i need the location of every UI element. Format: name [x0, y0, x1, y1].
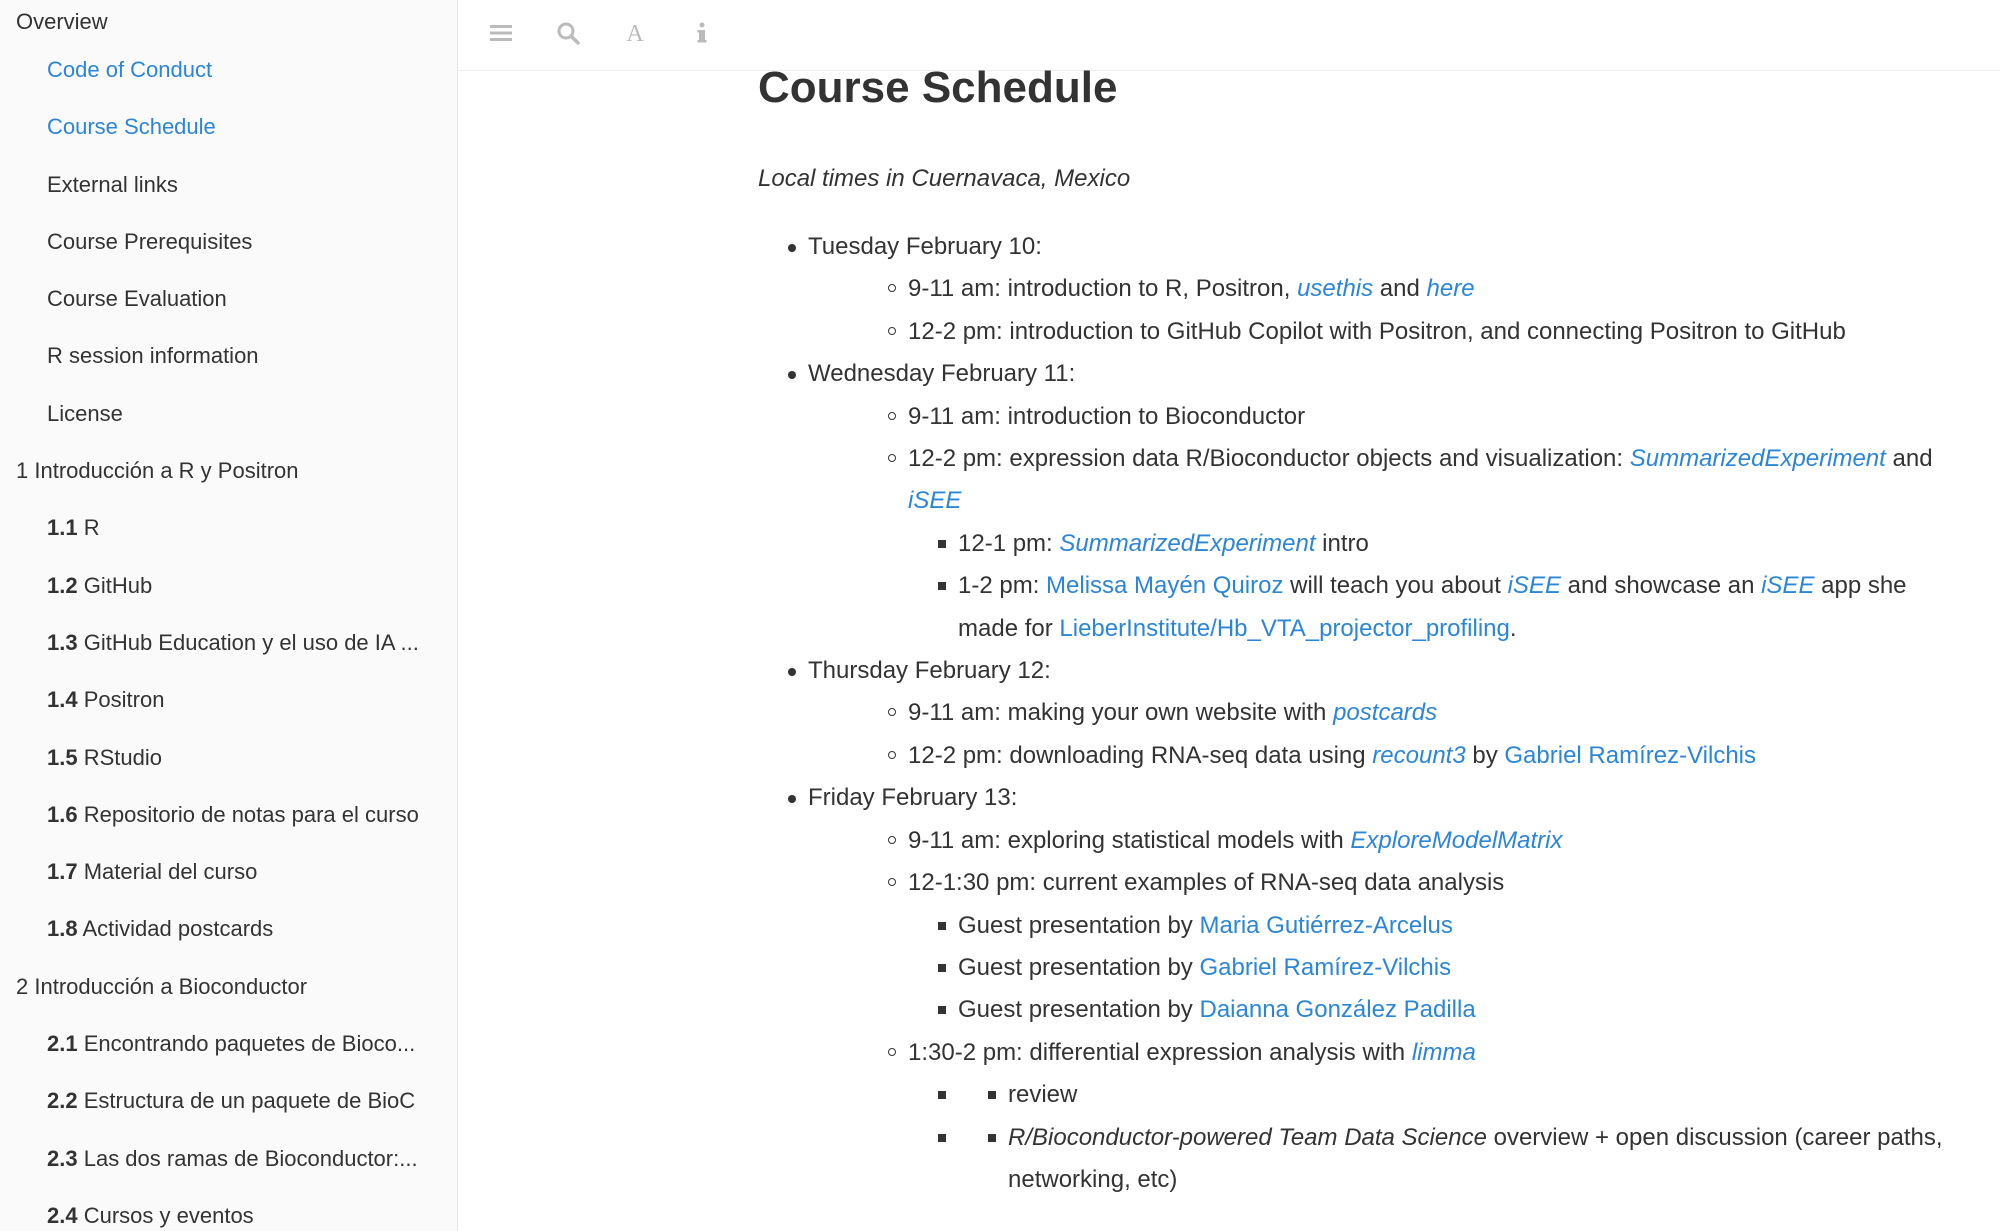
session-text: 9-11 am: introduction to R, Positron,: [908, 275, 1298, 303]
sidebar-item[interactable]: [0, 1194, 457, 1231]
gabriel-ramirez-vilchis-link[interactable]: Gabriel Ramírez-Vilchis: [1504, 741, 1756, 769]
sidebar-item-number: 2.3: [47, 1145, 78, 1171]
melissa-mayen-quiroz-link[interactable]: Melissa Mayén Quiroz: [1046, 572, 1284, 600]
schedule: [758, 226, 1968, 1201]
session-text: 1-2 pm:: [958, 572, 1047, 600]
usethis-link[interactable]: usethis: [1297, 275, 1374, 303]
session-text: 9-11 am: exploring statistical models with: [908, 826, 1351, 854]
sidebar-item[interactable]: [0, 105, 457, 162]
info-icon: [695, 21, 709, 45]
session-text: 9-11 am: introduction to Bioconductor: [908, 402, 1306, 430]
session-text: and showcase an: [1560, 572, 1762, 600]
subsession-item: [808, 947, 1968, 989]
sidebar-item-number: 1.2: [47, 572, 78, 598]
sidebar-item[interactable]: [0, 850, 457, 907]
day-label: Wednesday February 11:: [808, 360, 1076, 388]
font-settings-button[interactable]: [618, 16, 652, 50]
maria-gutierrez-arcelus-link[interactable]: Maria Gutiérrez-Arcelus: [1199, 911, 1453, 939]
sidebar-item-label: R session information: [47, 343, 259, 369]
sidebar-item-number: 1.8: [47, 916, 78, 942]
subsession-item: [808, 989, 1968, 1031]
session-text: overview + open discussion (career paths, networking, etc): [1008, 1123, 1943, 1193]
sidebar-item[interactable]: [0, 277, 457, 334]
sidebar-item[interactable]: [0, 1137, 457, 1194]
page-title: Course Schedule: [758, 63, 1118, 112]
search-icon: [556, 21, 580, 45]
sidebar-item[interactable]: [0, 506, 457, 563]
subsession-item: [808, 1074, 1968, 1116]
session-text: review: [1008, 1081, 1078, 1109]
session-item: [808, 862, 1968, 1032]
day-label: Friday February 13:: [808, 784, 1018, 812]
summarizedexperiment-link[interactable]: SummarizedExperiment: [1059, 529, 1316, 557]
summarizedexperiment-link[interactable]: SummarizedExperiment: [1629, 445, 1886, 473]
sidebar-item-label: GitHub: [83, 572, 153, 598]
postcards-link[interactable]: postcards: [1333, 699, 1438, 727]
sidebar-item-label: Repositorio de notas para el curso: [83, 801, 419, 827]
session-text: 12-2 pm: introduction to GitHub Copilot with Positron, and connecting Positron to GitHub: [908, 317, 1846, 345]
sidebar-item-label: Introducción a R y Positron: [34, 458, 299, 484]
day-item: [758, 353, 1968, 650]
isee-link[interactable]: iSEE: [908, 487, 962, 515]
sidebar-item-number: 2: [16, 973, 29, 999]
session-text: 12-1 pm:: [958, 529, 1060, 557]
session-text: will teach you about: [1283, 572, 1508, 600]
sidebar-item[interactable]: [0, 965, 457, 1022]
session-item: [808, 268, 1968, 310]
session-text: and: [1373, 275, 1427, 303]
session-text: 1:30-2 pm: differential expression analysis with: [908, 1038, 1412, 1066]
sidebar-item-label: Course Prerequisites: [47, 228, 253, 254]
subsession-item: [808, 523, 1968, 565]
lieberinstitute-repo-link[interactable]: LieberInstitute/Hb_VTA_projector_profiling: [1059, 614, 1510, 642]
sidebar: [0, 0, 458, 1231]
session-text: 12-2 pm: downloading RNA-seq data using: [908, 741, 1373, 769]
sidebar-item-number: 1.4: [47, 687, 78, 713]
sidebar-item-number: 2.2: [47, 1088, 78, 1114]
session-text: and: [1885, 445, 1933, 473]
gabriel-ramirez-vilchis-link[interactable]: Gabriel Ramírez-Vilchis: [1199, 953, 1452, 981]
day-item: [758, 650, 1968, 777]
isee-link[interactable]: iSEE: [1761, 572, 1815, 600]
session-item: [808, 692, 1968, 734]
session-text: Guest presentation by: [958, 953, 1200, 981]
sidebar-item-label: Code of Conduct: [47, 57, 213, 82]
session-item: [808, 396, 1968, 438]
sidebar-item-number: 1.1: [47, 515, 78, 541]
search-button[interactable]: [551, 16, 585, 50]
day-item: [758, 226, 1968, 353]
isee-link[interactable]: iSEE: [1507, 572, 1561, 600]
sidebar-item[interactable]: [0, 1022, 457, 1079]
sidebar-item-number: 1: [16, 458, 29, 484]
sidebar-item[interactable]: [0, 449, 457, 506]
session-item: [808, 311, 1968, 353]
sidebar-item-label: RStudio: [83, 744, 162, 770]
sidebar-item[interactable]: [0, 48, 457, 105]
session-text: Guest presentation by: [958, 996, 1200, 1024]
font-icon: [624, 21, 646, 45]
subsession-item: [808, 1117, 1968, 1202]
sidebar-item-label: Actividad postcards: [82, 916, 274, 942]
sidebar-item[interactable]: [0, 163, 457, 220]
sidebar-item-label: R: [83, 515, 100, 541]
subsession-item: [808, 565, 1968, 650]
sidebar-item[interactable]: [0, 1079, 457, 1136]
sidebar-item[interactable]: [0, 0, 457, 48]
session-text: 12-2 pm: expression data R/Bioconductor objects and visualization:: [908, 445, 1630, 473]
svg-text:A: A: [626, 21, 644, 45]
sidebar-item-label: Material del curso: [83, 859, 258, 885]
subsession-item: [808, 905, 1968, 947]
sidebar-item-label: Estructura de un paquete de BioC: [83, 1088, 416, 1114]
info-button[interactable]: [685, 16, 719, 50]
here-link[interactable]: here: [1426, 275, 1475, 303]
session-text: app she made for: [958, 572, 1907, 642]
sidebar-item[interactable]: [0, 621, 457, 678]
day-label: Tuesday February 10:: [808, 233, 1042, 260]
sidebar-item[interactable]: [0, 736, 457, 793]
sidebar-item[interactable]: [0, 564, 457, 621]
sidebar-item-number: 1.7: [47, 859, 78, 885]
sidebar-item-label: Encontrando paquetes de Bioco...: [83, 1031, 416, 1057]
session-text: R/Bioconductor-powered Team Data Science: [1008, 1123, 1487, 1151]
session-text: 12-1:30 pm: current examples of RNA-seq data analysis: [908, 869, 1505, 897]
sidebar-item[interactable]: [0, 793, 457, 850]
sidebar-item[interactable]: [0, 220, 457, 277]
toggle-sidebar-button[interactable]: [484, 16, 518, 50]
session-text: .: [1509, 614, 1517, 642]
page-subtitle: Local times in Cuernavaca, Mexico: [758, 165, 1131, 192]
toolbar: [458, 0, 2000, 71]
sidebar-item[interactable]: [0, 678, 457, 735]
sidebar-item-label: Course Schedule: [47, 114, 216, 140]
sidebar-item-label: GitHub Education y el uso de IA ...: [83, 629, 419, 655]
session-text: by: [1465, 741, 1505, 769]
sidebar-item-number: 1.6: [47, 801, 78, 827]
session-item: [808, 438, 1968, 650]
session-text: 9-11 am: making your own website with: [908, 699, 1334, 727]
daianna-gonzalez-padilla-link[interactable]: Daianna González Padilla: [1199, 996, 1476, 1024]
session-text: Guest presentation by: [958, 911, 1200, 939]
recount3-link[interactable]: recount3: [1372, 741, 1466, 769]
sidebar-item-label: Las dos ramas de Bioconductor:...: [83, 1145, 418, 1171]
list-icon: [489, 23, 513, 43]
sidebar-item-label: Overview: [16, 9, 108, 34]
limma-link[interactable]: limma: [1411, 1038, 1476, 1066]
day-item: [758, 777, 1968, 1201]
sidebar-item-number: 1.3: [47, 629, 78, 655]
sidebar-item-number: 1.5: [47, 744, 78, 770]
session-item: [808, 1032, 1968, 1202]
sidebar-item-label: Introducción a Bioconductor: [34, 973, 308, 999]
sidebar-item[interactable]: [0, 392, 457, 449]
session-item: [808, 820, 1968, 862]
sidebar-item-number: 2.1: [47, 1031, 78, 1057]
day-label: Thursday February 12:: [808, 657, 1051, 685]
sidebar-item-label: Positron: [83, 687, 165, 713]
sidebar-item-label: Course Evaluation: [47, 286, 227, 312]
table-of-contents: [0, 0, 457, 1231]
sidebar-item-label: Cursos y eventos: [83, 1202, 254, 1228]
sidebar-item-label: External links: [47, 171, 178, 197]
sidebar-item-label: License: [47, 400, 123, 426]
exploremodelmatrix-link[interactable]: ExploreModelMatrix: [1350, 826, 1563, 854]
sidebar-item-number: 2.4: [47, 1202, 78, 1228]
session-item: [808, 735, 1968, 777]
sidebar-item[interactable]: [0, 907, 457, 964]
sidebar-item[interactable]: [0, 334, 457, 391]
session-text: intro: [1315, 529, 1369, 557]
